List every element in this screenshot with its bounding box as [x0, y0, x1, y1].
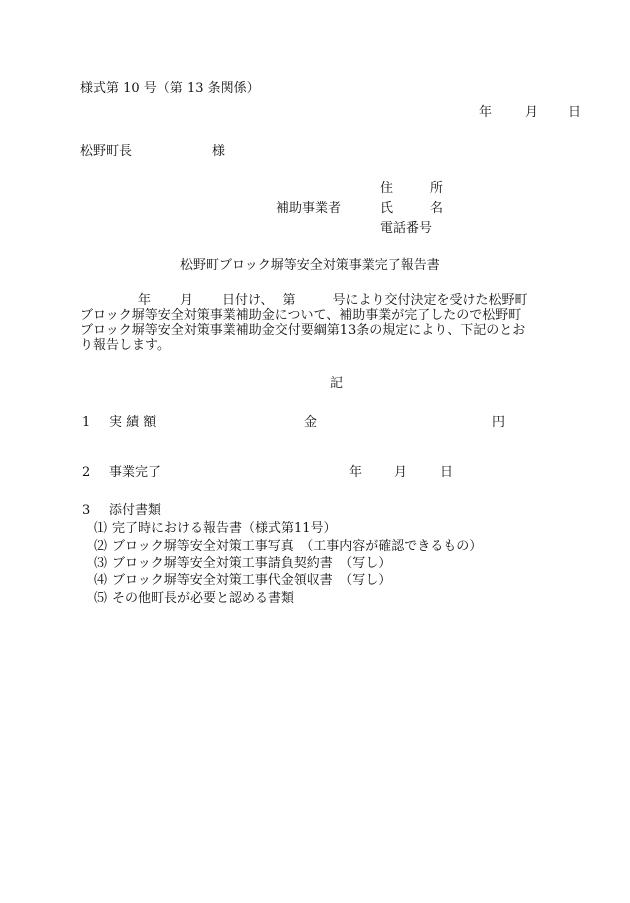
- item-1-yen: 円: [492, 415, 506, 430]
- address-label-1: 住: [380, 181, 394, 196]
- item-3-number: 3: [82, 503, 91, 518]
- item-3-label: 添付書類: [109, 503, 162, 518]
- item-2-day: 日: [440, 465, 454, 480]
- date-day: 日: [568, 105, 582, 120]
- item-1-number: 1: [82, 415, 91, 430]
- item-2-number: 2: [82, 465, 91, 480]
- item-2-month: 月: [394, 465, 408, 480]
- phone-label: 電話番号: [380, 221, 433, 236]
- body-paragraph: [80, 293, 590, 353]
- attachment-item: ⑵ ブロック塀等安全対策工事写真 （工事内容が確認できるもの）: [94, 539, 483, 554]
- attachment-item: ⑴ 完了時における報告書（様式第11号）: [94, 521, 337, 536]
- date-month: 月: [525, 105, 539, 120]
- name-label-1: 氏: [380, 201, 394, 216]
- document-title: 松野町ブロック塀等安全対策事業完了報告書: [180, 258, 440, 273]
- date-year: 年: [479, 105, 493, 120]
- attachment-item: ⑶ ブロック塀等安全対策工事請負契約書 （写し）: [94, 556, 392, 571]
- item-2-year: 年: [349, 465, 363, 480]
- form-number: 様式第 10 号（第 13 条関係）: [80, 81, 260, 96]
- name-label-2: 名: [430, 201, 444, 216]
- item-1-label: 実 績 額: [109, 415, 157, 430]
- attachment-item: ⑸ その他町長が必要と認める書類: [94, 591, 295, 606]
- applicant-role: 補助事業者: [276, 201, 342, 216]
- body-line-2: ブロック塀等安全対策事業補助金について、補助事業が完了したので松野町: [80, 308, 522, 323]
- attachment-item: ⑷ ブロック塀等安全対策工事代金領収書 （写し）: [94, 573, 392, 588]
- body-line-1: 年 月 日付け、 第 号により交付決定を受けた松野町: [138, 293, 528, 308]
- addressee-honorific: 様: [212, 144, 226, 159]
- address-label-2: 所: [430, 181, 444, 196]
- addressee-name: 松野町長: [80, 144, 133, 159]
- body-line-4: り報告します。: [80, 338, 170, 353]
- ki-heading: 記: [330, 376, 344, 391]
- item-2-label: 事業完了: [109, 465, 162, 480]
- body-line-3: ブロック塀等安全対策事業補助金交付要綱第13条の規定により、下記のとお: [80, 323, 526, 338]
- item-1-kin: 金: [304, 415, 318, 430]
